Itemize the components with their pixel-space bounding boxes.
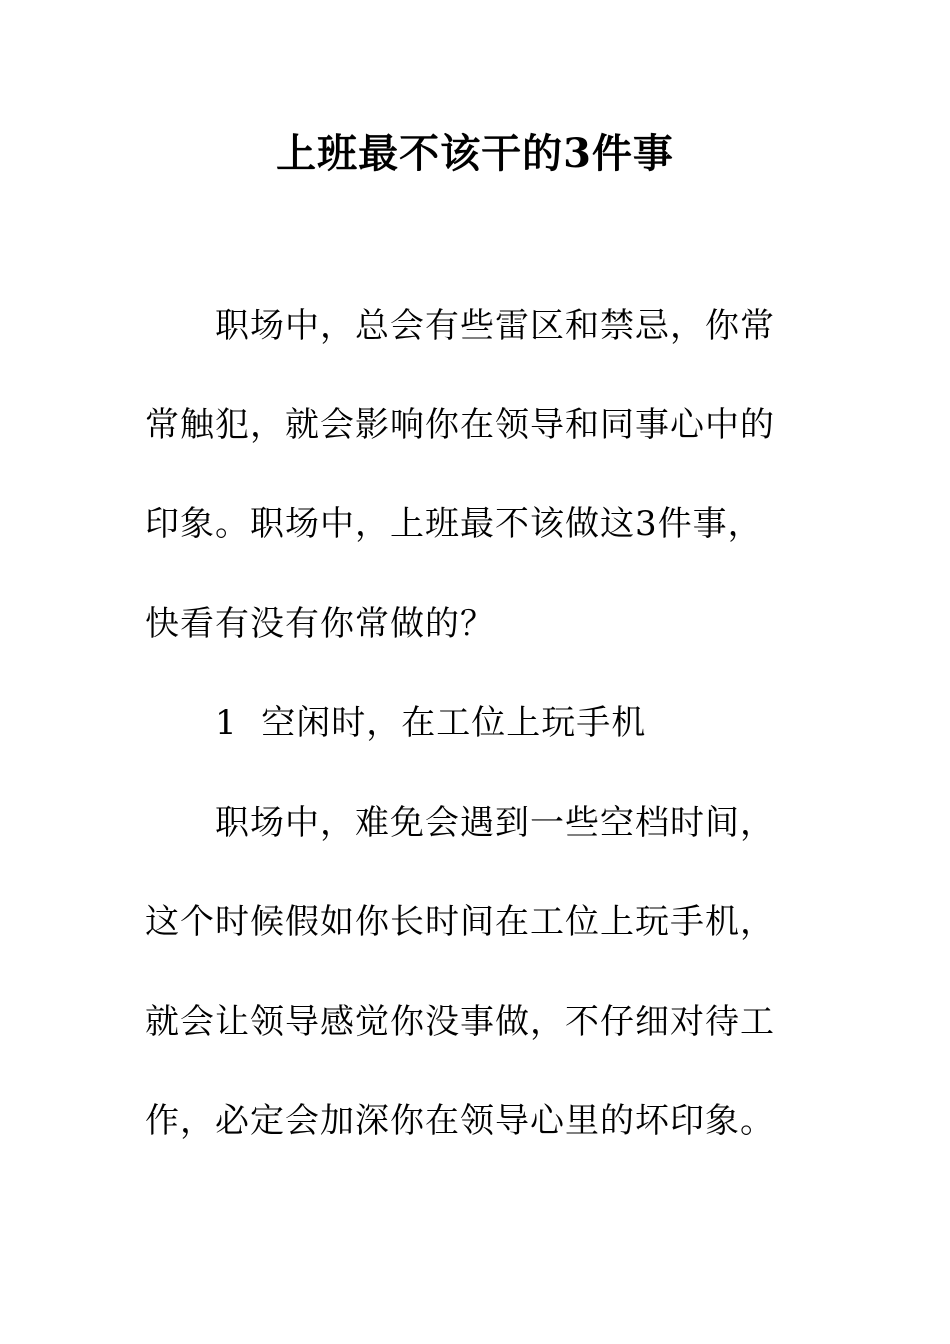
paragraph-line: 就会让领导感觉你没事做，不仔细对待工 bbox=[145, 1002, 775, 1042]
paragraph-line: 常触犯，就会影响你在领导和同事心中的 bbox=[145, 405, 775, 445]
paragraph-line: 职场中，难免会遇到一些空档时间， bbox=[215, 803, 775, 843]
paragraph-line: 这个时候假如你长时间在工位上玩手机， bbox=[145, 902, 775, 942]
paragraph-line: 印象。职场中，上班最不该做这3件事， bbox=[145, 504, 763, 544]
section-heading: 1 空闲时，在工位上玩手机 bbox=[215, 703, 647, 743]
document-title: 上班最不该干的3件事 bbox=[276, 130, 674, 177]
paragraph-line: 快看有没有你常做的？ bbox=[145, 604, 495, 644]
paragraph-line: 作，必定会加深你在领导心里的坏印象。 bbox=[145, 1101, 775, 1141]
paragraph-line: 职场中，总会有些雷区和禁忌，你常 bbox=[215, 306, 775, 346]
